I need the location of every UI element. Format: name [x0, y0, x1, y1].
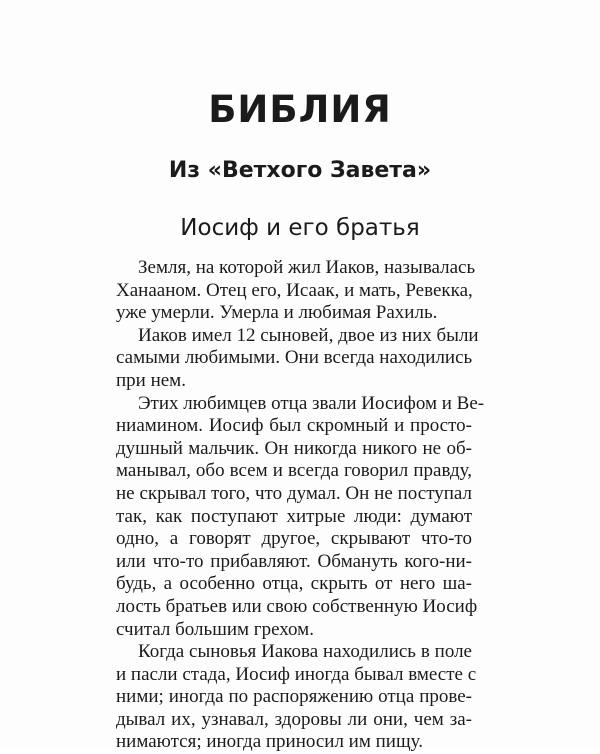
- text-line: Этих любимцев отца звали Иосифом и Ве-: [138, 392, 485, 414]
- text-line: самыми любимыми. Они всегда находились: [116, 347, 473, 369]
- text-line: и пасли стада, Иосиф иногда бывал вместе с: [116, 663, 477, 685]
- section-title: Из «Ветхого Завета»: [168, 158, 432, 183]
- book-title: БИБЛИЯ: [208, 88, 392, 131]
- text-line: душный мальчик. Он никогда никого не об-: [116, 437, 472, 459]
- text-line: Когда сыновья Иакова находились в поле: [138, 641, 472, 663]
- text-line: так, как поступают хитрые люди: думают: [116, 505, 472, 527]
- text-line: при нем.: [116, 369, 186, 391]
- text-line: или что-то прибавляют. Обмануть кого-ни-: [116, 550, 472, 572]
- text-line: одно, а говорят другое, скрывают что-то: [116, 528, 472, 550]
- text-line: будь, а особенно отца, скрыть от него ша-: [116, 573, 472, 595]
- text-line: манывал, обо всем и всегда говорил правду,: [116, 460, 472, 482]
- text-line: ними; иногда по распоряжению отца прове-: [116, 686, 472, 708]
- text-line: не скрывал того, что думал. Он не поступал: [116, 482, 472, 504]
- text-line: Иаков имел 12 сыновей, двое из них были: [138, 324, 479, 346]
- story-body-text: [116, 257, 485, 754]
- text-line: лость братьев или свою собственную Иосиф: [116, 595, 478, 617]
- story-title: Иосиф и его братья: [180, 215, 420, 241]
- text-line: Ханааном. Отец его, Исаак, и мать, Ревекка,: [116, 279, 473, 301]
- text-line: нимаются; иногда приносил им пищу.: [116, 731, 423, 753]
- text-line: Земля, на которой жил Иаков, называлась: [138, 257, 476, 278]
- text-line: ниамином. Иосиф был скромный и просто-: [116, 415, 472, 437]
- text-line: дывал их, узнавал, здоровы ли они, чем за-: [116, 708, 472, 730]
- text-line: уже умерли. Умерла и любимая Рахиль.: [116, 302, 438, 324]
- text-line: считал большим грехом.: [116, 618, 314, 640]
